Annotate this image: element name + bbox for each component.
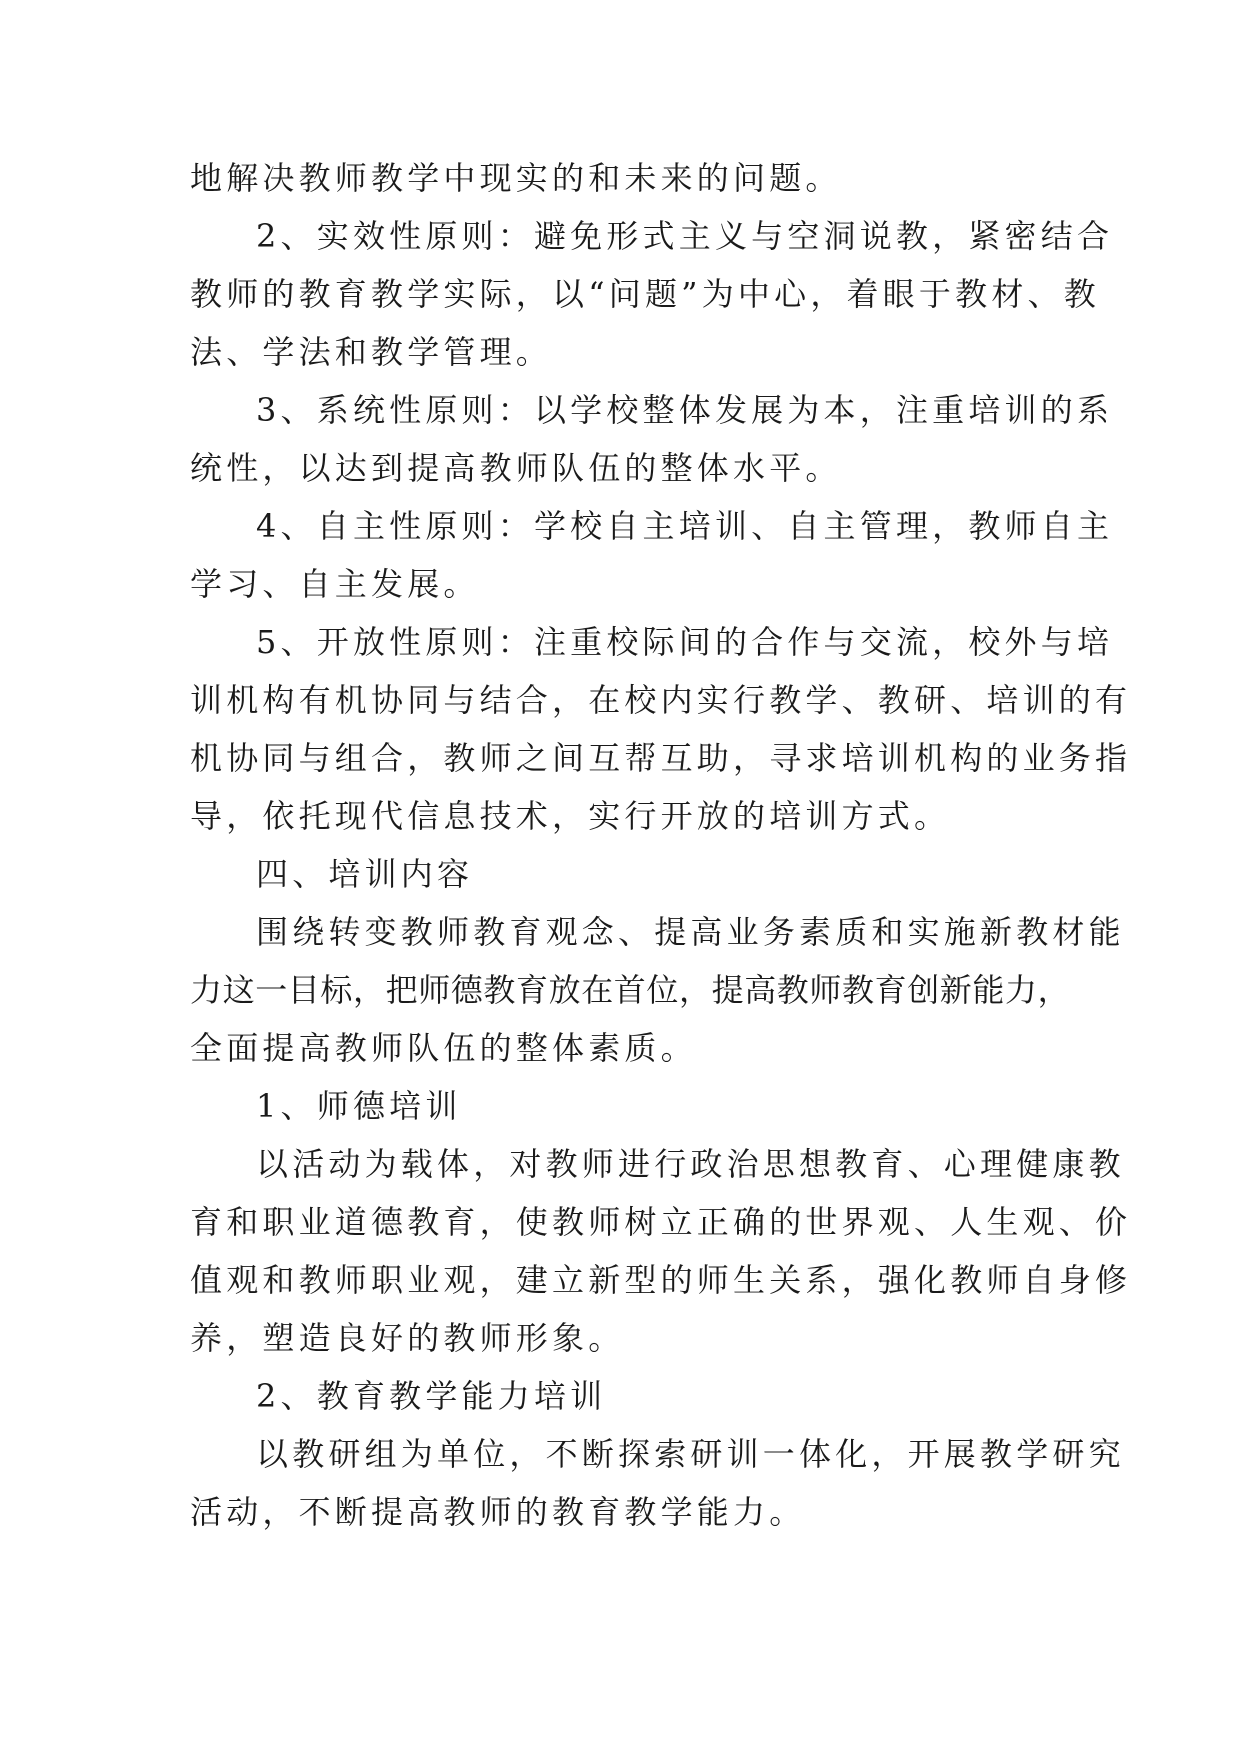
paragraph-principle-3: 3、系统性原则：以学校整体发展为本，注重培训的系 [256, 391, 1114, 429]
paragraph-ethics-training: 以活动为载体，对教师进行政治思想教育、心理健康教 [256, 1145, 1125, 1183]
text-line: 地解决教师教学中现实的和未来的问题。 [190, 159, 842, 197]
text-line: 教师的教育教学实际，以“问题”为中心，着眼于教材、教 [190, 275, 1100, 313]
text-line: 统性，以达到提高教师队伍的整体水平。 [190, 449, 842, 487]
paragraph-training-content: 围绕转变教师教育观念、提高业务素质和实施新教材能 [256, 913, 1125, 951]
section-heading-training-content: 四、培训内容 [256, 855, 474, 893]
text-line: 训机构有机协同与结合，在校内实行教学、教研、培训的有 [190, 681, 1132, 719]
text-line: 育和职业道德教育，使教师树立正确的世界观、人生观、价 [190, 1203, 1132, 1241]
text-line: 机协同与组合，教师之间互帮互助，寻求培训机构的业务指 [190, 739, 1132, 777]
paragraph-teaching-ability: 以教研组为单位，不断探索研训一体化，开展教学研究 [256, 1435, 1125, 1473]
subheading-ethics-training: 1、师德培训 [256, 1087, 462, 1125]
subheading-teaching-ability-training: 2、教育教学能力培训 [256, 1377, 607, 1415]
text-line: 活动，不断提高教师的教育教学能力。 [190, 1493, 806, 1531]
text-line: 力这一目标，把师德教育放在首位，提高教师教育创新能力， [190, 971, 1071, 1009]
text-line: 法、学法和教学管理。 [190, 333, 553, 371]
text-line: 导，依托现代信息技术，实行开放的培训方式。 [190, 797, 951, 835]
paragraph-principle-2: 2、实效性原则：避免形式主义与空洞说教，紧密结合 [256, 217, 1114, 255]
paragraph-principle-5: 5、开放性原则：注重校际间的合作与交流，校外与培 [256, 623, 1114, 661]
text-line: 学习、自主发展。 [190, 565, 480, 603]
text-line: 养，塑造良好的教师形象。 [190, 1319, 625, 1357]
paragraph-principle-4: 4、自主性原则：学校自主培训、自主管理，教师自主 [256, 507, 1114, 545]
text-line: 全面提高教师队伍的整体素质。 [190, 1029, 697, 1067]
text-line: 值观和教师职业观，建立新型的师生关系，强化教师自身修 [190, 1261, 1132, 1299]
